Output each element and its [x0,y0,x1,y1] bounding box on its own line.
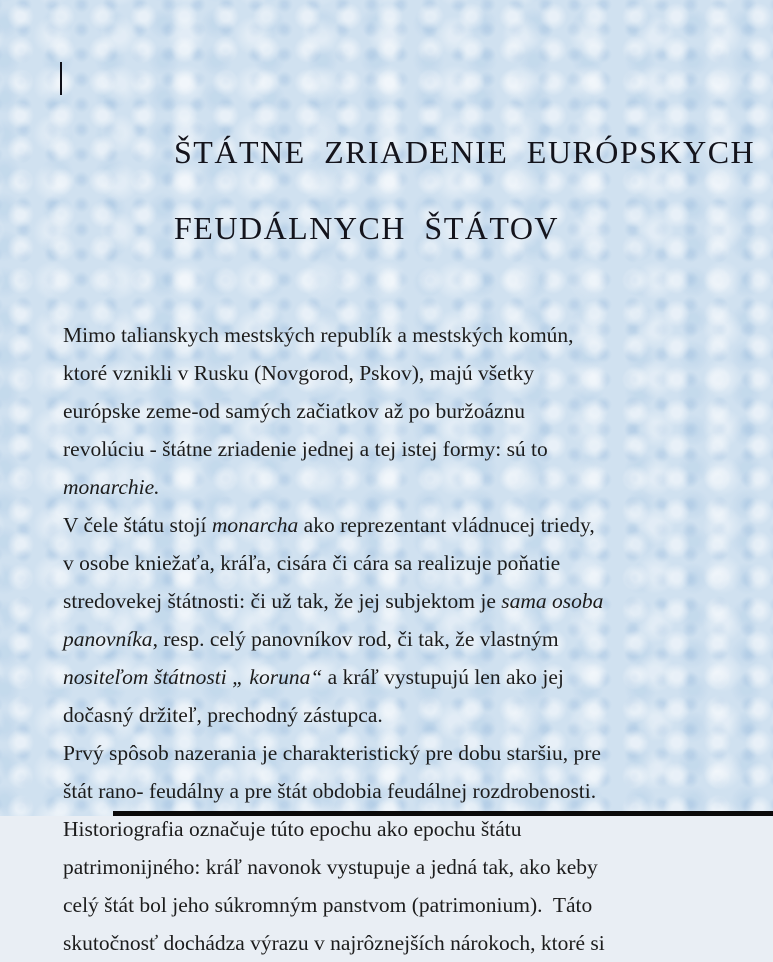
text-line [63,848,733,886]
text-line [63,658,733,696]
text-segment: monarchie. [63,475,160,500]
text-segment: v osobe kniežaťa, kráľa, cisára či cára sa realizuje poňatie [63,551,561,576]
text-segment: štát rano- feudálny a pre štát obdobia feudálnej rozdrobenosti. [63,779,597,804]
text-line [63,772,733,810]
text-segment: sama osoba [501,589,604,614]
text-segment: skutočnosť dochádza výrazu v najrôznejších nárokoch, ktoré si [63,931,605,956]
body-text [63,316,733,962]
text-segment: patrimonijného: kráľ navonok vystupuje a jedná tak, ako keby [63,855,598,880]
text-segment: celý štát bol jeho súkromným panstvom (patrimonium). Táto [63,893,593,918]
text-line [63,392,733,430]
text-line [63,696,733,734]
text-segment: Mimo talianskych mestských republík a mestských komún, [63,323,574,348]
text-segment: európske zeme-od samých začiatkov až po buržoáznu [63,399,526,424]
page-title-line-2: FEUDÁLNYCH ŠTÁTOV [174,210,560,247]
text-segment: Prvý spôsob nazerania je charakteristický pre dobu staršiu, pre [63,741,601,766]
text-line [63,886,733,924]
text-segment: nositeľom štátnosti „ koruna“ [63,665,323,690]
page-edge-bar [113,811,773,816]
text-line [63,544,733,582]
text-line [63,620,733,658]
text-line [63,734,733,772]
text-line [63,354,733,392]
text-line [63,506,733,544]
text-cursor [60,62,62,95]
text-segment: stredovekej štátnosti: či už tak, že jej subjektom je [63,589,502,614]
text-segment: Historiografia označuje túto epochu ako epochu štátu [63,817,522,842]
text-line [63,430,733,468]
page-title-line-1: ŠTÁTNE ZRIADENIE EURÓPSKYCH [174,134,756,171]
text-segment: , resp. celý panovníkov rod, či tak, že vlastným [152,627,559,652]
text-segment: ktoré vznikli v Rusku (Novgorod, Pskov), majú všetky [63,361,535,386]
text-line [63,582,733,620]
text-segment: ako reprezentant vládnucej triedy, [298,513,595,538]
text-line [63,468,733,506]
text-segment: a kráľ vystupujú len ako jej [322,665,564,690]
text-line [63,924,733,962]
text-segment: panovníka [63,627,153,652]
page-title [63,57,756,285]
text-segment: monarcha [211,513,299,538]
text-line [63,316,733,354]
text-segment: revolúciu - štátne zriadenie jednej a tej istej formy: sú to [63,437,548,462]
text-line [63,810,733,848]
text-segment: dočasný držiteľ, prechodný zástupca. [63,703,383,728]
text-segment: V čele štátu stojí [63,513,212,538]
